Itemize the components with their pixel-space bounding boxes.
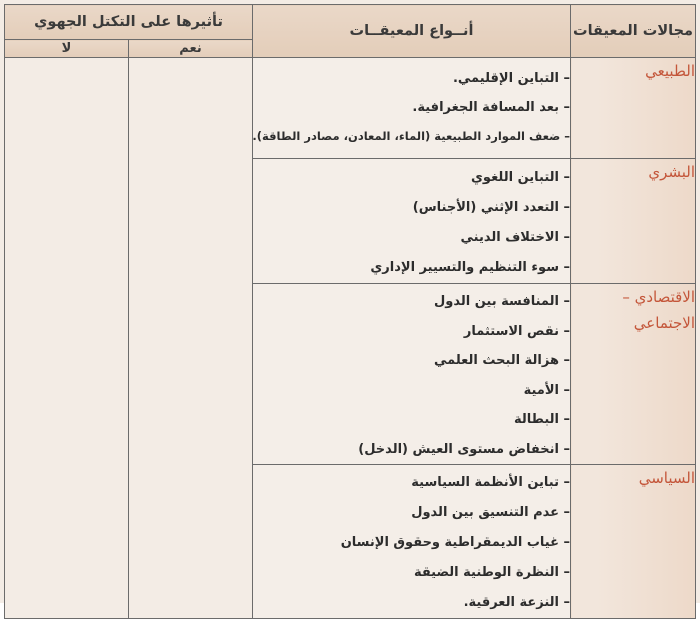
obstacles-table: [4, 4, 696, 619]
types-cell: [253, 284, 571, 465]
types-list: [253, 287, 570, 464]
types-cell: [253, 465, 571, 619]
header-impact: تأثيرها على التكتل الجهوي: [5, 5, 253, 40]
types-cell: [253, 58, 571, 159]
no-answer-cell[interactable]: [5, 58, 129, 619]
list-item: – الاختلاف الديني: [460, 230, 571, 245]
yes-answer-cell[interactable]: [129, 58, 253, 619]
domain-natural: الطبيعي: [571, 58, 696, 159]
header-types: أنــواع المعيقــات: [253, 5, 571, 58]
domain-human: البشري: [571, 159, 696, 284]
list-item: – تباين الأنظمة السياسية: [411, 475, 571, 490]
types-list: [253, 64, 570, 151]
header-row: [5, 5, 696, 40]
list-item: – سوء التنظيم والتسيير الإداري: [370, 260, 571, 275]
header-yes: نعم: [129, 40, 253, 58]
list-item: – نقص الاستثمار: [463, 323, 571, 339]
header-no: لا: [5, 40, 129, 58]
list-item: – التعدد الإثني (الأجناس): [412, 200, 571, 215]
domain-political: السياسي: [571, 465, 696, 619]
list-item: – النظرة الوطنية الضيقة: [413, 565, 571, 580]
list-item: – غياب الديمقراطية وحقوق الإنسان: [340, 535, 571, 550]
list-item: – الأمية: [523, 382, 571, 398]
list-item: – انخفاض مستوى العيش (الدخل): [358, 441, 571, 457]
header-domains: مجالات المعيقات: [571, 5, 696, 58]
list-item: – التباين الإقليمي.: [452, 71, 571, 86]
list-item: – المنافسة بين الدول: [433, 294, 571, 309]
types-list: [253, 468, 570, 618]
list-item: – البطالة: [514, 412, 571, 427]
domain-socioeconomic: الاقتصادي – الاجتماعي: [571, 284, 696, 465]
list-item: – هزالة البحث العلمي: [433, 353, 571, 368]
list-item: – بعد المسافة الجغرافية.: [412, 100, 571, 115]
table-row: [5, 58, 696, 159]
list-item: – ضعف الموارد الطبيعية (الماء، المعادن، مصادر الطاقة).: [252, 129, 571, 143]
list-item: – عدم التنسيق بين الدول: [411, 505, 571, 520]
list-item: – النزعة العرقية.: [463, 595, 571, 610]
types-list: [253, 163, 570, 283]
list-item: – التباين اللغوي: [471, 170, 571, 185]
types-cell: [253, 159, 571, 284]
